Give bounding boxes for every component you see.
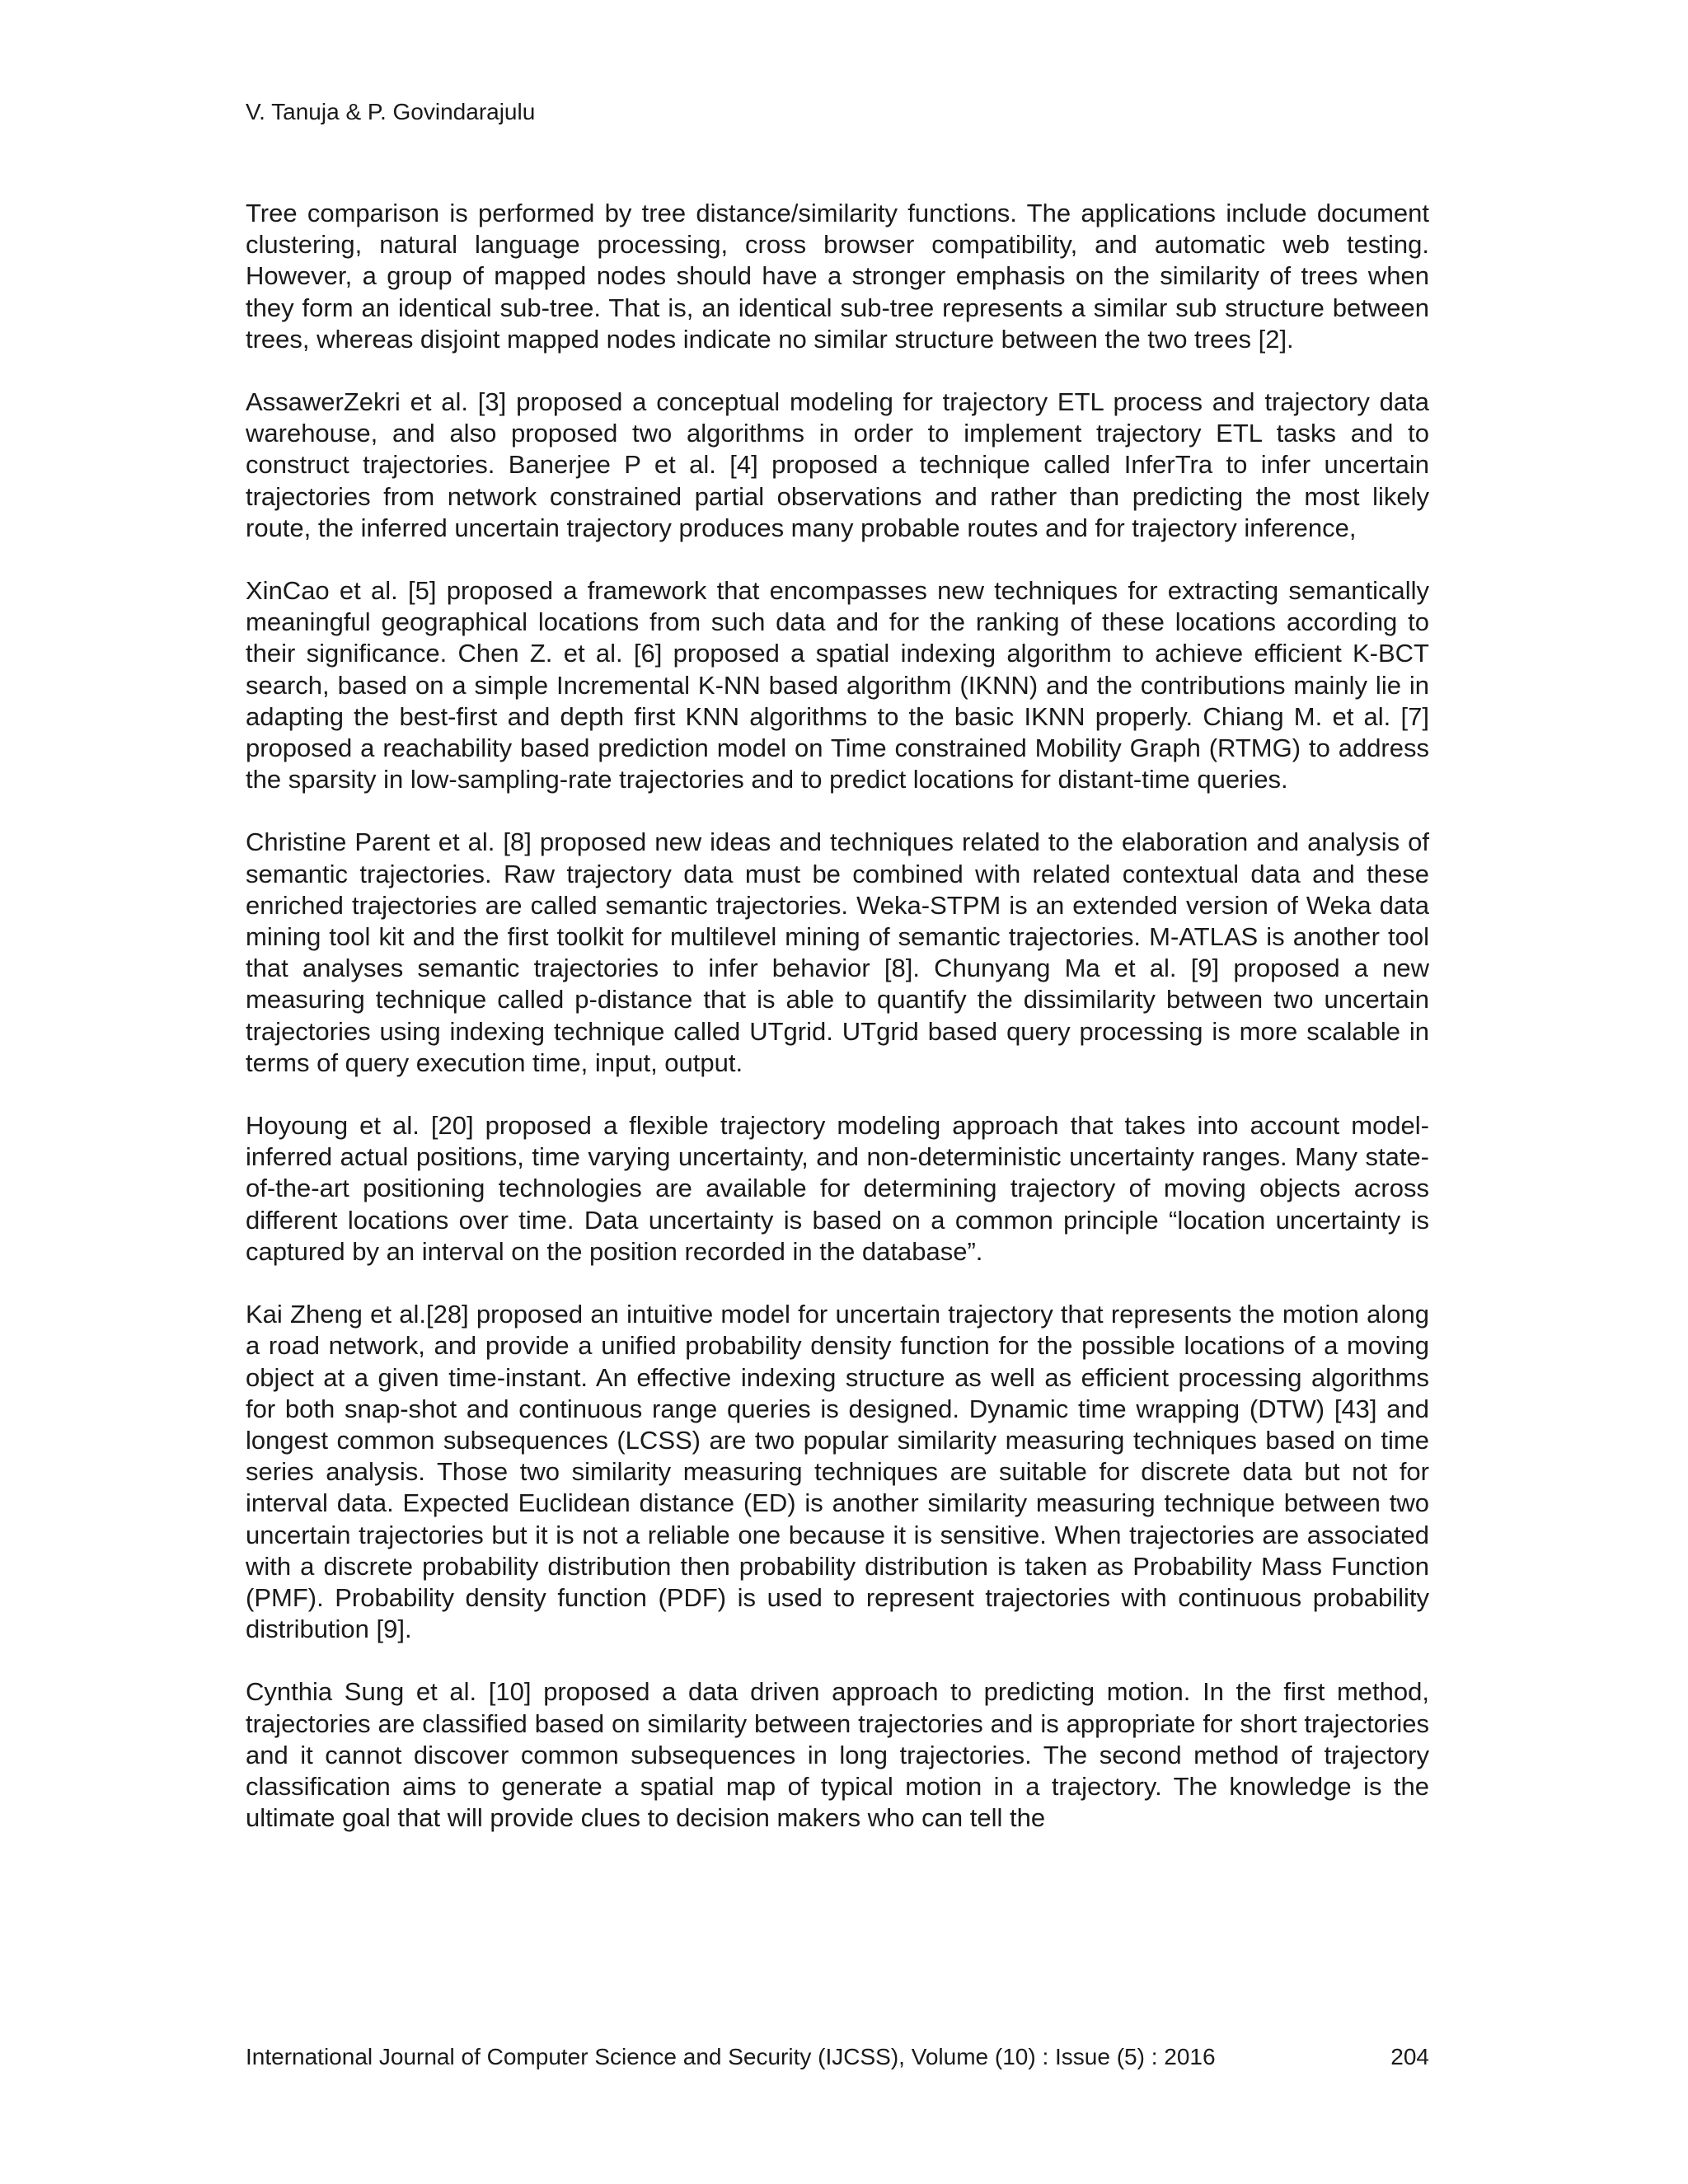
footer-journal-citation: International Journal of Computer Science and Security (IJCSS), Volume (10) : Issue (5) : 2016 (246, 2044, 1216, 2069)
paragraph-tree-comparison: Tree comparison is performed by tree distance/similarity functions. The applications include document clustering, natural language processing, cross browser compatibility, and automatic web testing. However, a group of mapped nodes should have a stronger emphasis on the similarity of trees when they form an identical sub-tree. That is, an identical sub-tree represents a similar sub structure between trees, whereas disjoint mapped nodes indicate no similar structure between the two trees [2]. (246, 199, 1429, 354)
paragraph-xincao: XinCao et al. [5] proposed a framework that encompasses new techniques for extracting semantically meaningful geographical locations from such data and for the ranking of these locations according to their significance. Chen Z. et al. [6] proposed a spatial indexing algorithm to achieve efficient K-BCT search, based on a simple Incremental K-NN based algorithm (IKNN) and the contributions mainly lie in adapting the best-first and depth first KNN algorithms to the basic IKNN properly. Chiang M. et al. [7] proposed a reachability based prediction model on Time constrained Mobility Graph (RTMG) to address the sparsity in low-sampling-rate trajectories and to predict locations for distant-time queries. (246, 576, 1429, 794)
paragraph-zekri: AssawerZekri et al. [3] proposed a conceptual modeling for trajectory ETL process and trajectory data warehouse, and also proposed two algorithms in order to implement trajectory ETL tasks and to construct trajectories. Banerjee P et al. [4] proposed a technique called InferTra to infer uncertain trajectories from network constrained partial observations and rather than predicting the most likely route, the inferred uncertain trajectory produces many probable routes and for trajectory inference, (246, 387, 1429, 542)
paragraph-hoyoung: Hoyoung et al. [20] proposed a flexible trajectory modeling approach that takes into account model-inferred actual positions, time varying uncertainty, and non-deterministic uncertainty ranges. Many state-of-the-art positioning technologies are available for determining trajectory of moving objects across different locations over time. Data uncertainty is based on a common principle “location uncertainty is captured by an interval on the position recorded in the database”. (246, 1111, 1429, 1266)
paragraph-sung: Cynthia Sung et al. [10] proposed a data driven approach to predicting motion. In the first method, trajectories are classified based on similarity between trajectories and is appropriate for short trajectories and it cannot discover common subsequences in long trajectories. The second method of trajectory classification aims to generate a spatial map of typical motion in a trajectory. The knowledge is the ultimate goal that will provide clues to decision makers who can tell the (246, 1677, 1429, 1833)
footer-page-number: 204 (1390, 2044, 1429, 2069)
paragraph-parent: Christine Parent et al. [8] proposed new ideas and techniques related to the elaboration and analysis of semantic trajectories. Raw trajectory data must be combined with related contextual data and these enriched trajectories are called semantic trajectories. Weka-STPM is an extended version of Weka data mining tool kit and the first toolkit for multilevel mining of semantic trajectories. M-ATLAS is another tool that analyses semantic trajectories to infer behavior [8]. Chunyang Ma et al. [9] proposed a new measuring technique called p-distance that is able to quantify the dissimilarity between two uncertain trajectories using indexing technique called UTgrid. UTgrid based query processing is more scalable in terms of query execution time, input, output. (246, 827, 1429, 1077)
page-footer (246, 2042, 1429, 2072)
paragraph-zheng: Kai Zheng et al.[28] proposed an intuitive model for uncertain trajectory that represents the motion along a road network, and provide a unified probability density function for the possible locations of a moving object at a given time-instant. An effective indexing structure as well as efficient processing algorithms for both snap-shot and continuous range queries is designed. Dynamic time wrapping (DTW) [43] and longest common subsequences (LCSS) are two popular similarity measuring techniques based on time series analysis. Those two similarity measuring techniques are suitable for discrete data but not for interval data. Expected Euclidean distance (ED) is another similarity measuring technique between two uncertain trajectories but it is not a reliable one because it is sensitive. When trajectories are associated with a discrete probability distribution then probability distribution is taken as Probability Mass Function (PMF). Probability density function (PDF) is used to represent trajectories with continuous probability distribution [9]. (246, 1300, 1429, 1644)
body-text (246, 198, 1429, 1865)
running-header-authors: V. Tanuja & P. Govindarajulu (246, 99, 536, 124)
